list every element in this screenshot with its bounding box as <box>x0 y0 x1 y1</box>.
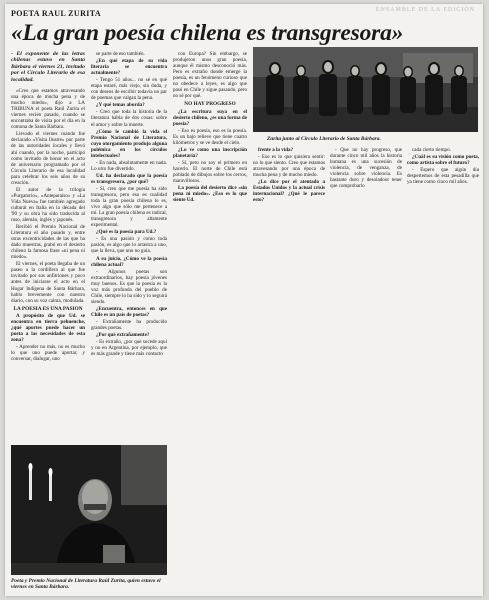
column-3 <box>173 51 247 204</box>
body-paragraph: - Sí, pero no soy el primero en hacerlo. El norte de Chile está poblado de dibujos sobre los cerros, maravillosos. <box>173 160 247 185</box>
question-paragraph: ¿La escritura suya en el desierto chileno, ¿es una forma de poesía? <box>173 108 247 127</box>
body-paragraph: - Es extraño, ¿por qué sucede aquí y no en Argentina, por ejemplo, que es más grande y tiene más contacto <box>91 339 167 358</box>
question-paragraph: ¿Qué es la poesía para Ud.? <box>96 229 157 236</box>
question-paragraph: La poesía del desierto dice «sin pena ni miedo». ¿Eso es lo que siente Ud. <box>173 185 247 204</box>
question-paragraph: ¿Encuentra, entonces en que Chile es un país de poetas? <box>91 305 167 318</box>
body-paragraph: Llevado el viernes cuando fue declarado «Visita Ilustre» por parte de las autoridades locales y llevó ahí cuando, por la noche, participó como invitado de honor en el acto de aniversario programado por el Círculo Literario de esa localidad para celebrar los seis años de su creación. <box>11 131 85 186</box>
question-paragraph: ¿Por qué extrañamente? <box>96 332 150 339</box>
group-photo-image <box>253 47 478 132</box>
portrait-photo-image <box>11 445 167 575</box>
portrait-photo <box>11 445 167 575</box>
body-paragraph: cada cierto tiempo. <box>412 147 451 153</box>
body-paragraph: - Eso es poesía, eso es la poesía. Es un bajo relieve que tiene cuatro kilómetros y se ve desde el cielo. <box>173 127 247 146</box>
column-5 <box>330 147 402 190</box>
question-paragraph: frente a la vida? <box>258 147 294 153</box>
body-paragraph: Recibió el Premio Nacional de Literatura el año pasado y, entre otras excentricidades de las que ha dado muestras, grabó en el desierto chileno la famosa frase «ni pena ni miedo». <box>11 224 85 261</box>
body-paragraph: - Es una pasión y como toda pasión, es algo que lo arrastra a uno, que la lleva, que uno no guía. <box>91 236 167 255</box>
question-paragraph: Ud. ha declarado que la poesía es transgresora, ¿por qué? <box>91 172 167 185</box>
column-6 <box>407 147 479 186</box>
question-paragraph: ¿Y qué temas aborda? <box>96 102 145 109</box>
body-paragraph: - Espero que algún día despertemos de esta pesadilla que ya tiene como cinco mil años. <box>407 167 479 186</box>
question-paragraph: A propósito de que Ud. se encuentra en tierra pehuenche, ¿qué aportes puede hacer un poeta a las necesidades de esta zona? <box>11 312 85 344</box>
body-paragraph: - Creo que toda la historia de la literatura habla de dos cosas: sobre el amor y sobre la muerte. <box>91 109 167 128</box>
question-paragraph: ¿En qué etapa de su vida literaria se encuentra actualmente? <box>91 58 167 77</box>
column-4 <box>253 147 325 204</box>
body-paragraph: - Sí, creo que me poesía ha sido transgresora, pero eso es cualidad toda la gran poesía chilena lo es, vivo algo que sólo me pertenece a mí. La gran poesía chilena es radical, transgresora y altamente experimental. <box>91 185 167 229</box>
body-paragraph: - Eso es lo que quisiera sentir: no lo que siento. Creo que estamos atravesando por una época de mucha pena y de mucho miedo. <box>253 154 325 179</box>
body-paragraph: - Que no hay progreso, que durante cinco mil años la historia humana es una sucesión de violencia, de venganza, de violencia sobre violencia. Es bastante duro y desoladoor tener que comprobarlo <box>330 147 402 190</box>
body-paragraph: - Tengo 51 años... no sé en qué etapa estaré, más viejo, sin duda, y con deseos de escribir todavía un par de poemas que valgan la pena. <box>91 77 167 102</box>
body-paragraph: - Algunos poetas son extraordinarios, hay poesía jóvenes muy buenos. Es que la poesía es la voz más profunda del pueblo de Chile, siempre lo ha sido y lo seguirá siendo. <box>91 268 167 305</box>
column-1 <box>11 51 85 363</box>
group-photo-caption: Zurita junto al Círculo Literario de Santa Bárbara. <box>267 136 381 142</box>
body-paragraph: El viernes, el poeta llegaba de un paseo a la cordillera al que fue invitado por sus anfitriones y poco antes de iniciarse el acto en el Hogar Indígena de Santa Bárbara, hablo brevemente con nuestro diario, con su voz calma, modulada. <box>11 261 85 304</box>
subheading: LA POESIA ES UNA PASION <box>13 305 83 312</box>
section-kicker: POETA RAUL ZURITA <box>11 9 102 18</box>
body-paragraph: con Europa? Sin embargo, se produjeron unos gran poesía, aunque él mismo desconoció más. Pero es extraño donde emerge la poesía, es un fenómeno curioso que no obedece a leyes, es algo que pasó en Chile y sigue pasando, pero no sé por qué. <box>173 51 247 100</box>
body-paragraph: - Aprender no más, no es mucho lo que uno puede aportar, y conversar, dialogar, uno <box>11 344 85 363</box>
column-3-part-b <box>173 109 247 204</box>
body-paragraph: El autor de la trilogía «Purgatorio», «Anteparaíso» y «La Vida Nueva» fue también agregado cultural en Italia en la década del '90 y su obra ha sido traducida al ruso, alemán, inglés y japonés. <box>11 186 85 224</box>
body-paragraph: - Extrañamente ha producido grandes poetas. <box>91 318 167 332</box>
body-paragraph: - En nada, absolutamente en nada. Lo otro fue divertido. <box>91 159 167 172</box>
question-paragraph: ¿Lo dice por el atentado a Estados Unidos y la actual crisis internacional? ¿Qué le parece esto? <box>253 179 325 204</box>
body-paragraph: «Creo que estamos atravesando una época de mucha pena y de mucho miedo», dijo a LA TRIBUNA el poeta Raúl Zurita el viernes recién pasado, cuando se encontraba de visita por el día en la comuna de Santa Bárbara. <box>11 88 85 131</box>
portrait-photo-caption: Poeta y Premio Nacional de Literatura Raúl Zurita, quien estuvo el viernes en Santa Bárbara. <box>11 578 161 591</box>
lead-paragraph: - El exponente de las letras chilenas estuvo en Santa Bárbara el viernes 21, invitado por el Círculo Literario de esa localidad. <box>11 51 85 83</box>
question-paragraph: A su juicio, ¿Cómo ve la poesía chilena actual? <box>91 255 167 268</box>
body-paragraph: se parte de eso también. <box>96 51 145 57</box>
newspaper-page <box>5 4 483 596</box>
question-paragraph: ¿Cuál es su visión como poeta, como artista sobre el futuro? <box>407 154 479 167</box>
column-2 <box>91 51 167 358</box>
question-paragraph: ¿Cómo le cambió la vida el Premio Nacional de Literatura, cuyo otorgamiento produjo alguna polémica en los círculos intelectuales? <box>91 128 167 159</box>
question-paragraph: ¿Lo ve como una inscripción planetaria? <box>173 146 247 159</box>
subheading: NO HAY PROGRESO <box>184 101 236 108</box>
group-photo <box>253 47 478 132</box>
headline: «La gran poesía chilena es transgresora» <box>11 20 404 46</box>
column-3-part-a <box>173 51 247 99</box>
bleed-through-header: ENSAMBLE DE LA EDICIÓN <box>375 7 475 13</box>
